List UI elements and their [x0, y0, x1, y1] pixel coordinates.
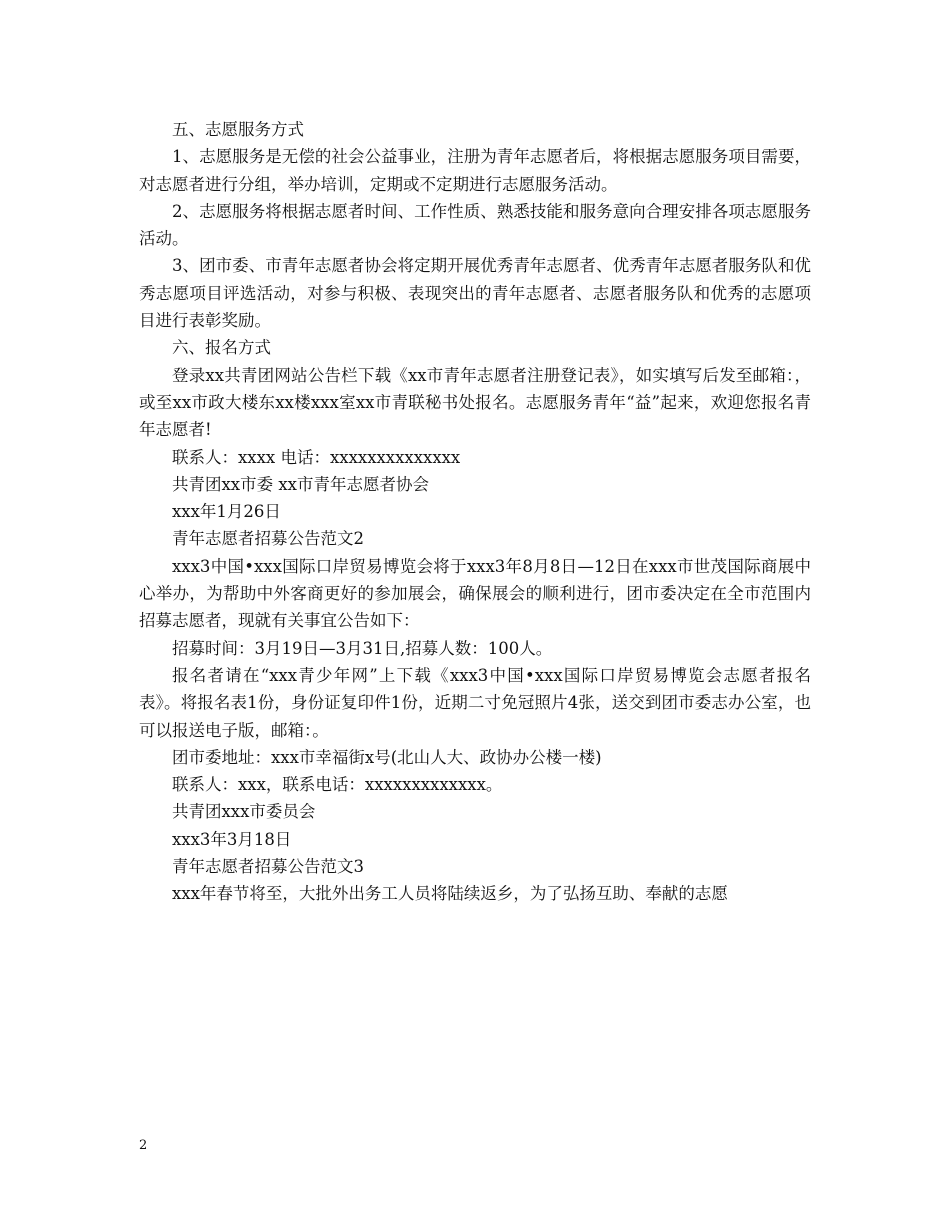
section-heading-registration: 六、报名方式: [172, 338, 271, 358]
paragraph-application: 报名者请在“xxx青少年网”上下载《xxx3中国•xxx国际口岸贸易博览会志愿者报名表》。将报名表1份，身份证复印件1份，近期二寸免冠照片4张，送交到团市委志办公室，也可以报送电子版，邮箱：。: [139, 665, 811, 740]
paragraph-service-item-1: 1、志愿服务是无偿的社会公益事业，注册为青年志愿者后，将根据志愿服务项目需要，对志愿者进行分组，举办培训，定期或不定期进行志愿服务活动。: [139, 147, 811, 194]
paragraph-signature-date: xxx年1月26日: [172, 502, 281, 522]
paragraph-contact-phone: 联系人：xxx，联系电话：xxxxxxxxxxxxx。: [172, 775, 503, 795]
section-title-sample-3: 青年志愿者招募公告范文3: [172, 857, 364, 877]
paragraph-signature-org: 共青团xx市委 xx市青年志愿者协会: [172, 474, 429, 494]
paragraph-contact-person: 联系人：xxxx 电话：xxxxxxxxxxxxxx: [172, 447, 461, 467]
paragraph-service-item-3: 3、团市委、市青年志愿者协会将定期开展优秀青年志愿者、优秀青年志愿者服务队和优秀志愿项目评选活动，对参与积极、表现突出的青年志愿者、志愿者服务队和优秀的志愿项目进行表彰奖励。: [139, 256, 811, 331]
paragraph-expo-intro: xxx3中国•xxx国际口岸贸易博览会将于xxx3年8月8日—12日在xxx市世茂国际商展中心举办，为帮助中外客商更好的参加展会，确保展会的顺利进行，团市委决定在全市范围内招募志愿者，现就有关事宜公告如下：: [139, 556, 811, 631]
page-number: 2: [139, 1138, 148, 1153]
paragraph-signature-committee: 共青团xxx市委员会: [172, 802, 316, 822]
paragraph-service-item-2: 2、志愿服务将根据志愿者时间、工作性质、熟悉技能和服务意向合理安排各项志愿服务活动。: [139, 201, 811, 249]
section-title-sample-2: 青年志愿者招募公告范文2: [172, 529, 364, 549]
section-heading-service-method: 五、志愿服务方式: [172, 120, 304, 139]
paragraph-recruit-time: 招募时间：3月19日—3月31日,招募人数：100人。: [172, 638, 553, 658]
paragraph-address: 团市委地址：xxx市幸福街x号(北山人大、政协办公楼一楼): [172, 747, 602, 767]
paragraph-registration-details: 登录xx共青团网站公告栏下载《xx市青年志愿者注册登记表》，如实填写后发至邮箱：，或至xx市政大楼东xx楼xxx室xx市青联秘书处报名。志愿服务青年“益”起来，欢迎您报名青年志愿者!: [139, 365, 811, 440]
document-body: [139, 116, 811, 908]
paragraph-spring-festival: xxx年春节将至，大批外出务工人员将陆续返乡，为了弘扬互助、奉献的志愿: [172, 884, 728, 904]
paragraph-signature-date-2: xxx3年3月18日: [172, 829, 292, 849]
